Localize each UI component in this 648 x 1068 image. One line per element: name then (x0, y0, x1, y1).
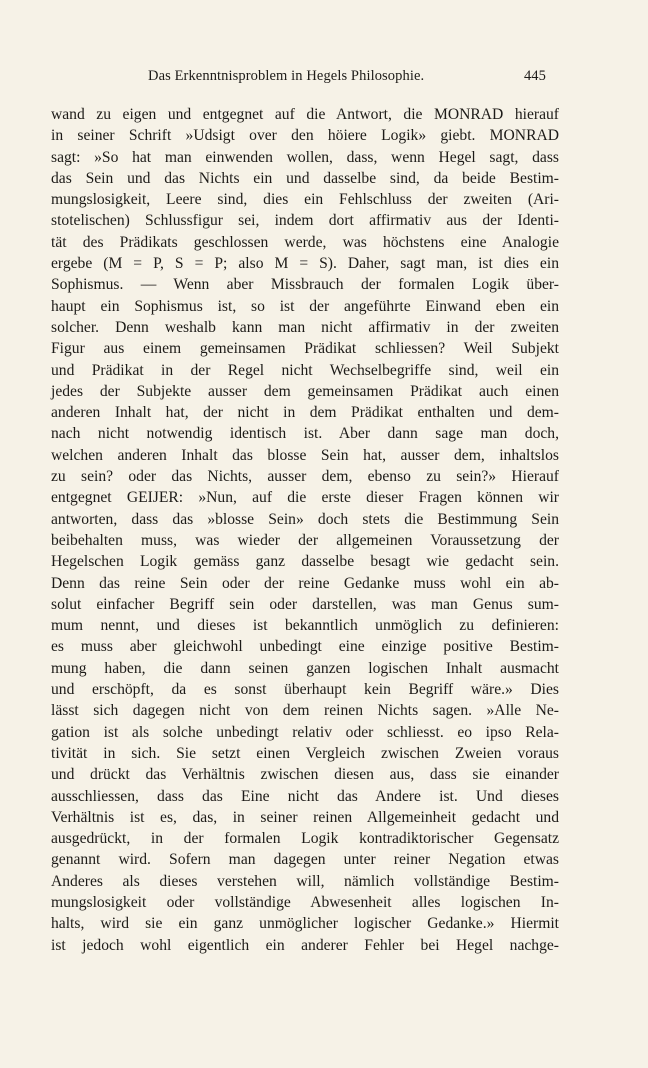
text-line: solcher. Denn weshalb kann man nicht affirmativ in der zweiten (51, 318, 559, 336)
text-line: mungslosigkeit oder vollständige Abwesenheit alles logischen In- (51, 893, 559, 911)
text-line: ausschliessen, dass das Eine nicht das Andere ist. Und dieses (51, 787, 559, 805)
text-line: sagt: »So hat man einwenden wollen, dass, wenn Hegel sagt, dass (51, 148, 559, 166)
running-title: Das Erkenntnisproblem in Hegels Philosophie. (148, 68, 425, 84)
text-line: und erschöpft, da es sonst überhaupt kein Begriff wäre.» Dies (51, 681, 559, 699)
text-line: gation ist als solche unbedingt relativ oder schliesst. eo ipso Rela- (51, 723, 559, 741)
text-line: Verhältnis ist es, das, in seiner reinen Allgemeinheit gedacht und (51, 808, 559, 826)
text-line: nach nicht notwendig identisch ist. Aber dann sage man doch, (51, 425, 559, 443)
text-line: antworten, dass das »blosse Sein» doch stets die Bestimmung Sein (51, 510, 559, 528)
text-line: mung haben, die dann seinen ganzen logischen Inhalt ausmacht (51, 659, 559, 677)
text-line: tät des Prädikats geschlossen werde, was höchstens eine Analogie (51, 233, 559, 251)
text-line: ausgedrückt, in der formalen Logik kontradiktorischer Gegensatz (51, 830, 559, 848)
running-head (148, 64, 546, 88)
text-line: ergebe (M = P, S = P; also M = S). Daher, sagt man, ist dies ein (51, 255, 559, 273)
text-line: mum nennt, und dieses ist bekanntlich unmöglich zu definieren: (51, 617, 559, 635)
text-line: das Sein und das Nichts ein und dasselbe sind, da beide Bestim- (51, 169, 559, 187)
text-line: mungslosigkeit, Leere sind, dies ein Fehlschluss der zweiten (Ari- (51, 191, 559, 209)
page-number: 445 (523, 68, 546, 84)
text-line: Anderes als dieses verstehen will, nämlich vollständige Bestim- (51, 872, 559, 890)
text-line: Figur aus einem gemeinsamen Prädikat schliessen? Weil Subjekt (51, 340, 559, 358)
text-line: in seiner Schrift »Udsigt over den höiere Logik» giebt. MONRAD (51, 127, 559, 145)
text-line: wand zu eigen und entgegnet auf die Antwort, die MONRAD hierauf (51, 106, 559, 123)
text-line: Sophismus. — Wenn aber Missbrauch der formalen Logik über- (51, 276, 559, 294)
text-line: solut einfacher Begriff sein oder darstellen, was man Genus sum- (51, 595, 559, 613)
text-line: beibehalten muss, was wieder der allgemeinen Voraussetzung der (51, 531, 559, 549)
text-line: anderen Inhalt hat, der nicht in dem Prädikat enthalten und dem- (51, 404, 559, 422)
text-line: und drückt das Verhältnis zwischen diesen aus, dass sie einander (51, 766, 559, 784)
text-line: Hegelschen Logik gemäss ganz dasselbe besagt wie gedacht sein. (51, 553, 559, 571)
text-line: lässt sich dagegen nicht von dem reinen Nichts sagen. »Alle Ne- (51, 702, 559, 720)
text-line: stotelischen) Schlussfigur sei, indem dort affirmativ aus der Identi- (51, 212, 559, 230)
text-line: zu sein? oder das Nichts, ausser dem, ebenso zu sein?» Hierauf (51, 468, 559, 486)
text-line: ist jedoch wohl eigentlich ein anderer Fehler bei Hegel nachge- (51, 936, 559, 954)
text-line: jedes der Subjekte ausser dem gemeinsamen Prädikat auch einen (51, 382, 559, 400)
text-line: halts, wird sie ein ganz unmöglicher logischer Gedanke.» Hiermit (51, 915, 559, 933)
text-line: welchen anderen Inhalt das blosse Sein hat, ausser dem, inhaltslos (51, 446, 559, 464)
text-line: entgegnet GEIJER: »Nun, auf die erste dieser Fragen können wir (51, 489, 559, 507)
text-line: und Prädikat in der Regel nicht Wechselbegriffe sind, weil ein (51, 361, 559, 379)
text-line: genannt wird. Sofern man dagegen unter reiner Negation etwas (51, 851, 559, 869)
text-line: tivität in sich. Sie setzt einen Vergleich zwischen Zweien voraus (51, 744, 559, 762)
text-line: Denn das reine Sein oder der reine Gedanke muss wohl ein ab- (51, 574, 559, 592)
text-line: haupt ein Sophismus ist, so ist der angeführte Einwand eben ein (51, 297, 559, 315)
body-text (51, 104, 559, 956)
text-line: es muss aber gleichwohl unbedingt eine einzige positive Bestim- (51, 638, 559, 656)
